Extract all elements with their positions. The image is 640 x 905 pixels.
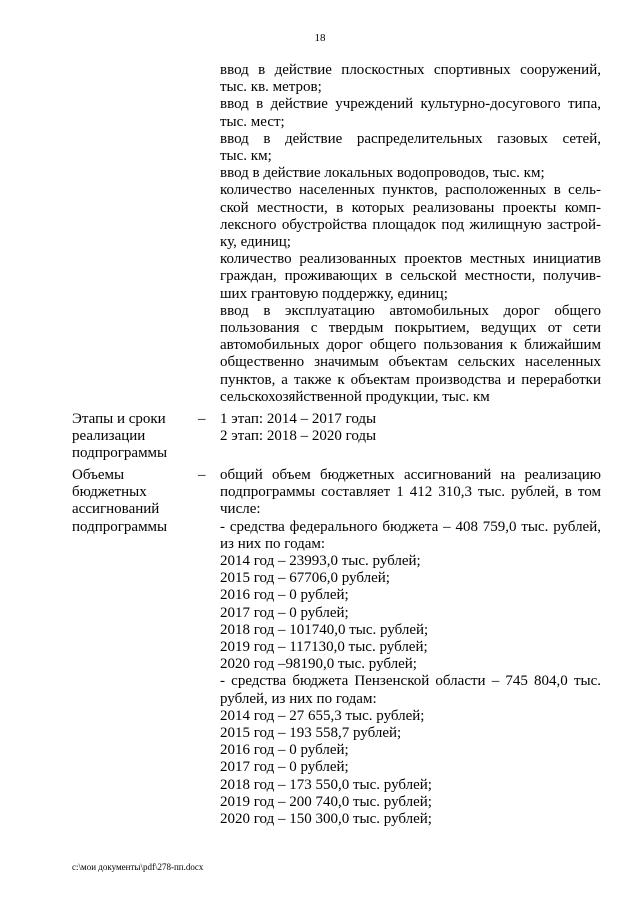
list-item: ввод в эксплуатацию автомобильных дорог общего xyxy=(220,302,601,319)
stage-line: 2 этап: 2018 – 2020 годы xyxy=(220,428,377,445)
list-item: лексного обустройства площадок под жилищную застрой- xyxy=(220,216,601,233)
volume-line: 2018 год – 101740,0 тыс. рублей; xyxy=(220,621,429,638)
volume-line: - средства федерального бюджета – 408 759,0 тыс. рублей, xyxy=(220,518,601,535)
list-item: ввод в действие плоскостных спортивных сооружений, xyxy=(220,62,601,78)
volume-line: 2015 год – 67706,0 рублей; xyxy=(220,570,390,587)
volume-line: 2018 год – 173 550,0 тыс. рублей; xyxy=(220,776,432,793)
list-item: ку, единиц; xyxy=(220,234,291,251)
volume-line: 2017 год – 0 рублей; xyxy=(220,759,349,776)
list-item: автомобильных дорог общего пользования к ближайшим xyxy=(220,337,601,354)
list-item: сельскохозяйственной продукции, тыс. км xyxy=(220,388,490,405)
volume-line: рублей, из них по годам: xyxy=(220,690,377,707)
list-item: общественно значимым объектам сельских населенных xyxy=(220,354,601,371)
indicators-list xyxy=(220,62,601,406)
stage-line: 1 этап: 2014 – 2017 годы xyxy=(220,411,377,427)
page-number: 18 xyxy=(314,32,326,44)
list-item: граждан, проживающих в сельской местности, получив- xyxy=(220,268,601,285)
list-item: количество населенных пунктов, расположенных в сель- xyxy=(220,182,601,199)
volume-line: 2019 год – 117130,0 тыс. рублей; xyxy=(220,639,428,656)
stages-value xyxy=(220,411,601,445)
volume-line: - средства бюджета Пензенской области – 745 804,0 тыс. xyxy=(220,673,601,690)
volume-line: из них по годам: xyxy=(220,535,326,552)
volume-line: числе: xyxy=(220,501,261,518)
list-item: тыс. мест; xyxy=(220,113,285,130)
volume-line: общий объем бюджетных ассигнований на реализацию xyxy=(220,467,601,483)
volume-line: 2014 год – 23993,0 тыс. рублей; xyxy=(220,553,421,570)
volume-line: 2015 год – 193 558,7 рублей; xyxy=(220,725,402,742)
stages-label-line: реализации xyxy=(72,428,146,445)
list-item: ввод в действие локальных водопроводов, тыс. км; xyxy=(220,165,545,182)
list-item: тыс. км; xyxy=(220,148,272,165)
volume-line: 2017 год – 0 рублей; xyxy=(220,604,349,621)
volumes-label xyxy=(72,467,192,536)
list-item: пользования с твердым покрытием, ведущих от сети xyxy=(220,320,601,337)
list-item: ской местности, в которых реализованы проекты комп- xyxy=(220,199,601,216)
volumes-label-line: ассигнований xyxy=(72,501,160,518)
volume-line: 2020 год – 150 300,0 тыс. рублей; xyxy=(220,811,432,828)
volumes-value xyxy=(220,467,601,828)
volumes-label-line: бюджетных xyxy=(72,484,147,501)
stages-label xyxy=(72,411,192,463)
list-item: количество реализованных проектов местных инициатив xyxy=(220,251,601,268)
list-item: тыс. кв. метров; xyxy=(220,79,322,96)
volumes-dash: – xyxy=(198,467,206,483)
volumes-label-line: подпрограммы xyxy=(72,518,168,535)
list-item: ших грантовую поддержку, единиц; xyxy=(220,285,448,302)
volume-line: 2019 год – 200 740,0 тыс. рублей; xyxy=(220,793,432,810)
list-item: ввод в действие распределительных газовых сетей, xyxy=(220,130,601,147)
footer-file-path: c:\мои документы\pdf\278-пп.docx xyxy=(72,862,204,872)
volume-line: 2016 год – 0 рублей; xyxy=(220,742,349,759)
volume-line: 2014 год – 27 655,3 тыс. рублей; xyxy=(220,707,425,724)
volume-line: 2016 год – 0 рублей; xyxy=(220,587,349,604)
volumes-label-line: Объемы xyxy=(72,467,125,483)
stages-label-line: Этапы и сроки xyxy=(72,411,166,427)
stages-dash: – xyxy=(198,411,206,427)
volume-line: подпрограммы составляет 1 412 310,3 тыс. рублей, в том xyxy=(220,484,601,501)
volume-line: 2020 год –98190,0 тыс. рублей; xyxy=(220,656,417,673)
list-item: пунктов, а также к объектам производства и переработки xyxy=(220,371,601,388)
stages-label-line: подпрограммы xyxy=(72,445,168,462)
list-item: ввод в действие учреждений культурно-досугового типа, xyxy=(220,96,601,113)
